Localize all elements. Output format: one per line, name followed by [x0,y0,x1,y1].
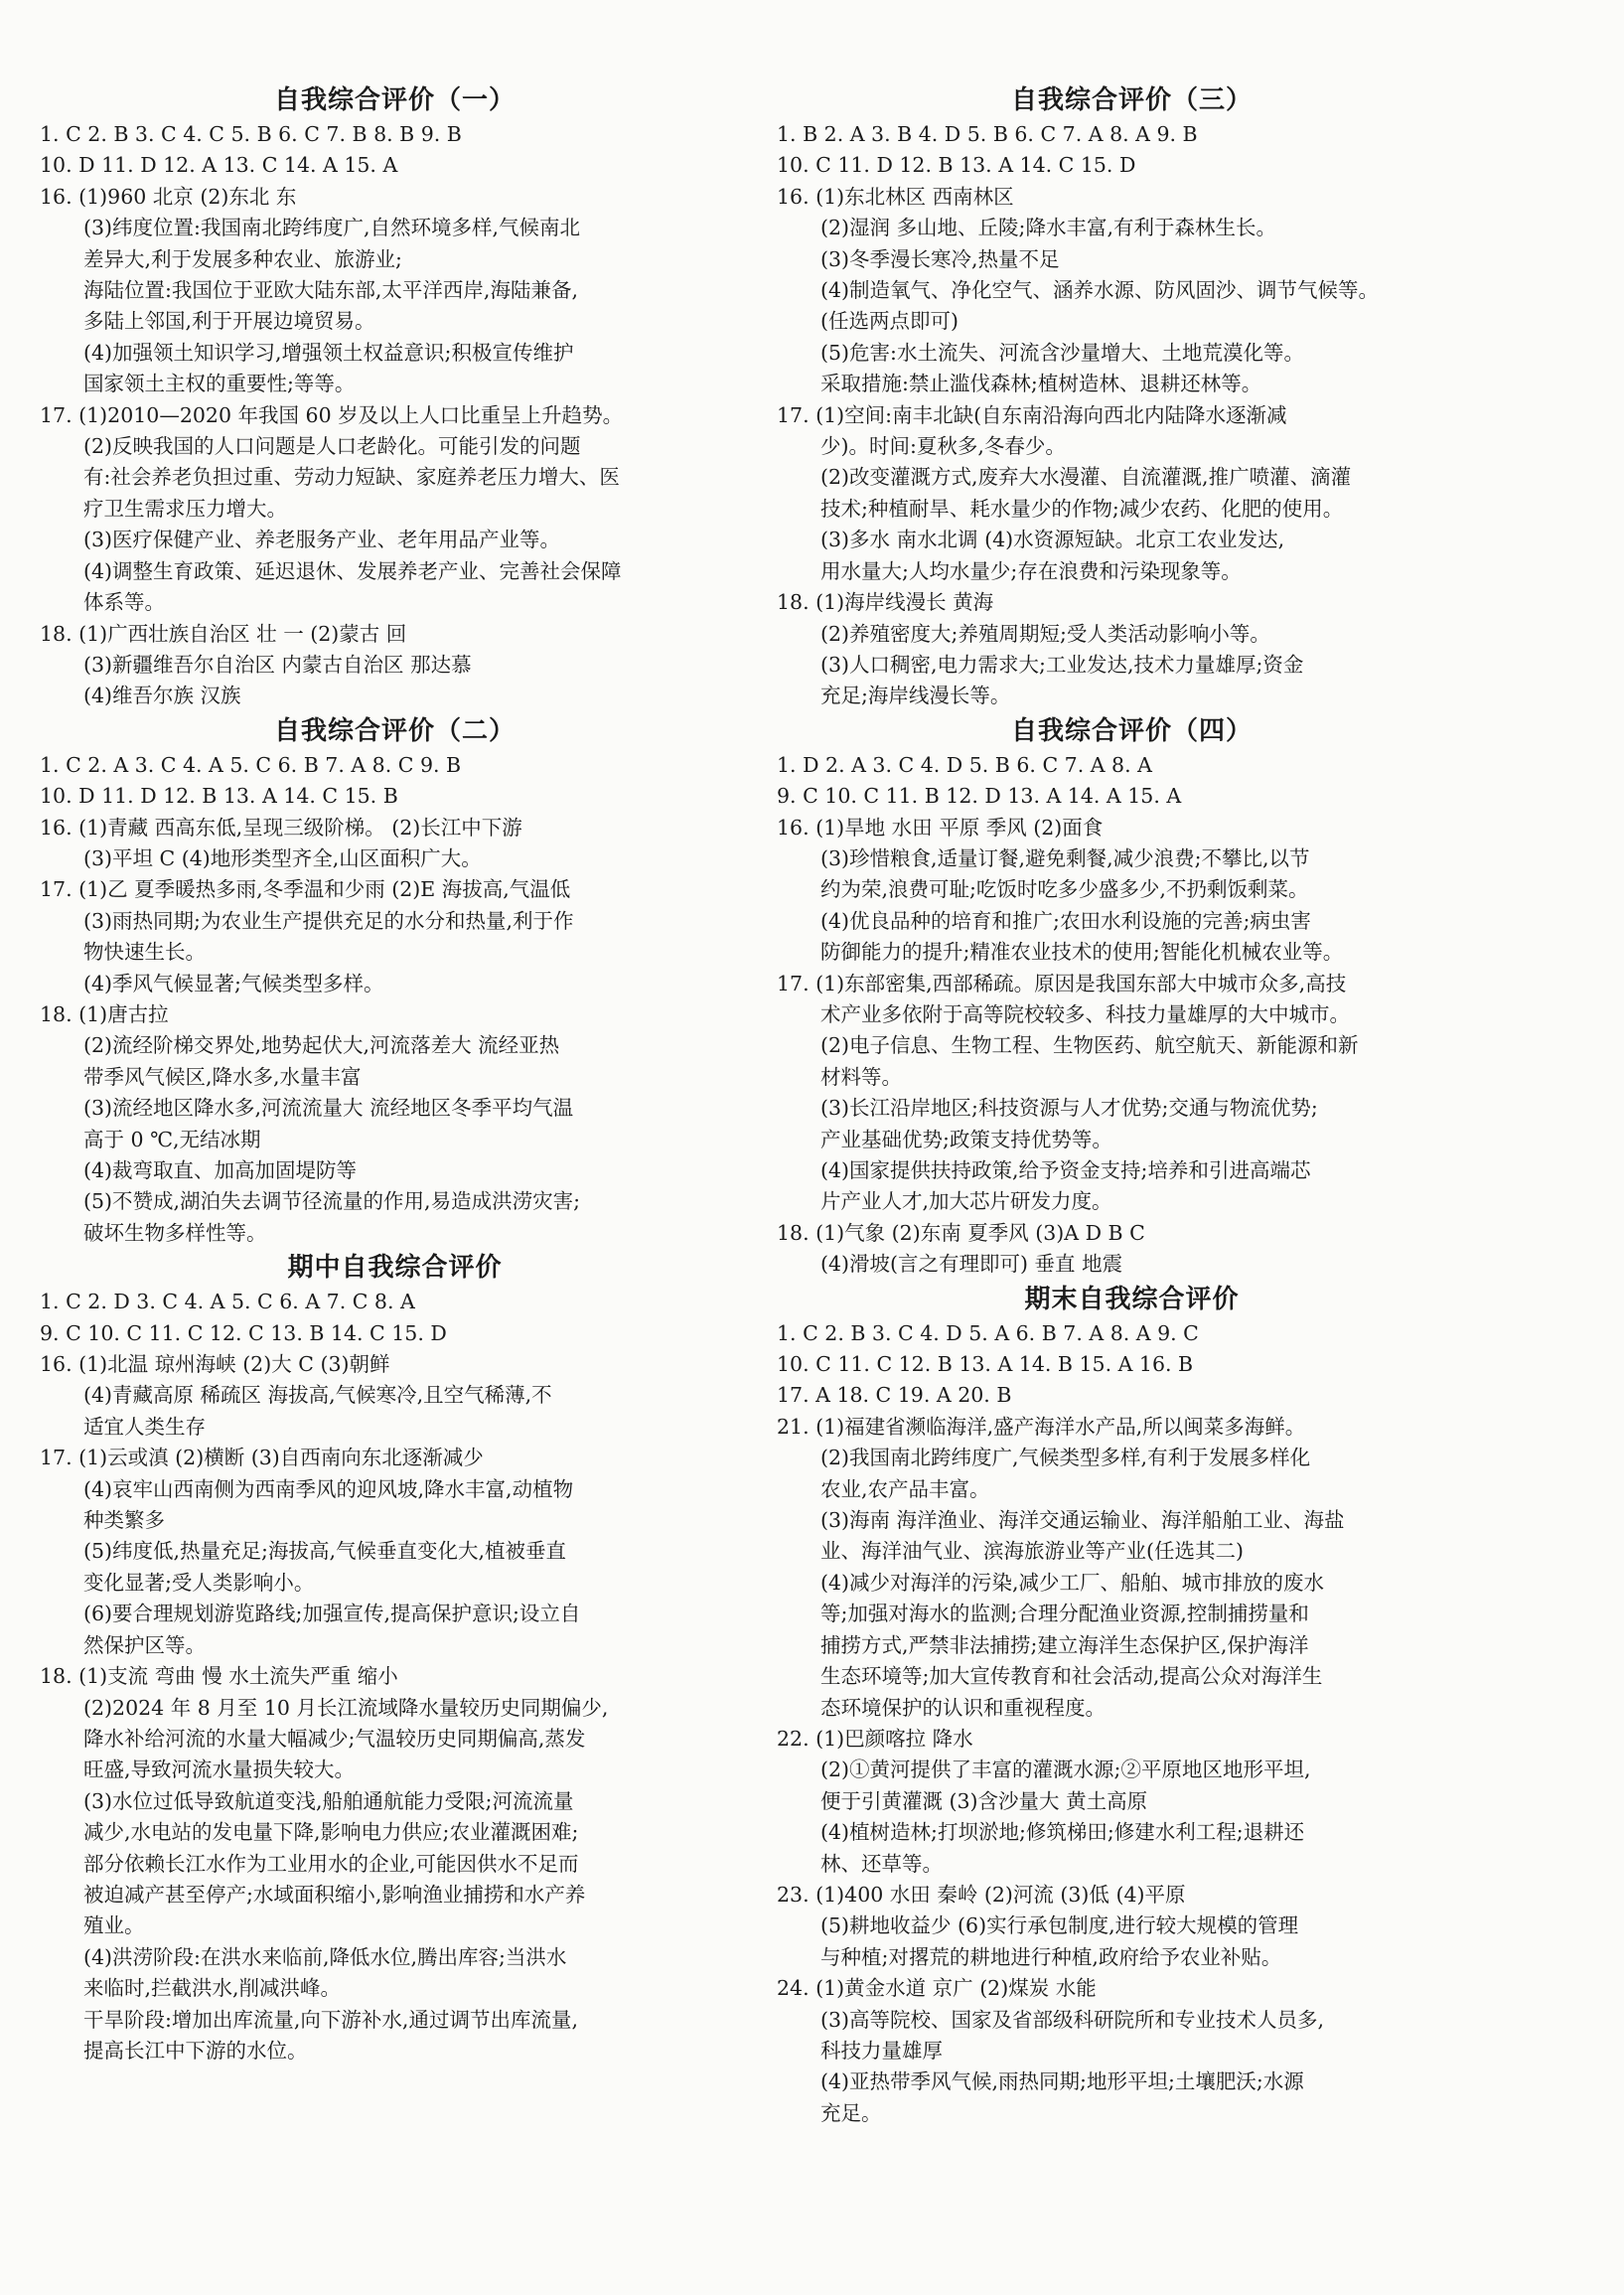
answer-continuation-line: 约为荣,浪费可耻;吃饭时吃多少盛多少,不扔剩饭剩菜。 [820,877,1309,902]
answer-continuation-line: (任选两点即可) [820,309,959,334]
answer-continuation-line: (4)维吾尔族 汉族 [83,684,241,708]
answer-continuation-line: 差异大,利于发展多种农业、旅游业; [83,246,402,271]
answer-continuation-line: (4)滑坡(言之有理即可) 垂直 地震 [820,1252,1123,1277]
answer-line: 16. (1)东北林区 西南林区 [777,184,1014,209]
answer-line: 1. C 2. B 3. C 4. D 5. A 6. B 7. A 8. A 9. C [777,1320,1199,1345]
answer-continuation-line: (3)流经地区降水多,河流流量大 流经地区冬季平均气温 [83,1096,574,1121]
answer-line: 17. (1)乙 夏季暖热多雨,冬季温和少雨 (2)E 海拔高,气温低 [40,877,571,902]
answer-section [777,1281,1487,2130]
section-title: 期末自我综合评价 [1024,1284,1240,1314]
answer-continuation-line: (4)制造氧气、净化空气、涵养水源、防风固沙、调节气候等。 [820,278,1380,303]
answer-line: 10. C 11. D 12. B 13. A 14. C 15. D [777,153,1136,178]
answer-line: 1. B 2. A 3. B 4. D 5. B 6. C 7. A 8. A 9. B [777,122,1198,146]
answer-continuation-line: 降水补给河流的水量大幅减少;气温较历史同期偏高,蒸发 [83,1726,586,1751]
answer-continuation-line: (3)海南 海洋渔业、海洋交通运输业、海洋船舶工业、海盐 [820,1508,1345,1533]
answer-continuation-line: (5)危害:水土流失、河流含沙量增大、土地荒漠化等。 [820,340,1304,365]
answer-line: 17. (1)2010—2020 年我国 60 岁及以上人口比重呈上升趋势。 [40,402,624,427]
answer-line: 1. C 2. D 3. C 4. A 5. C 6. A 7. C 8. A [40,1290,415,1314]
section-title: 自我综合评价（一） [273,85,516,115]
answer-continuation-line: (3)高等院校、国家及省部级科研院所和专业技术人员多, [820,2007,1325,2032]
answer-continuation-line: (4)优良品种的培育和推广;农田水利设施的完善;病虫害 [820,908,1311,933]
answer-continuation-line: 充足;海岸线漫长等。 [820,684,1011,708]
answer-continuation-line: 捕捞方式,严禁非法捕捞;建立海洋生态保护区,保护海洋 [820,1632,1309,1657]
answer-line: 17. A 18. C 19. A 20. B [777,1383,1012,1408]
answer-continuation-line: 然保护区等。 [83,1632,206,1657]
answer-continuation-line: (2)湿润 多山地、丘陵;降水丰富,有利于森林生长。 [820,216,1276,240]
answer-line: 16. (1)北温 琼州海峡 (2)大 C (3)朝鲜 [40,1352,390,1377]
answer-line: 22. (1)巴颜喀拉 降水 [777,1726,973,1751]
answer-continuation-line: 高于 0 ℃,无结冰期 [83,1127,261,1151]
answer-continuation-line: (2)流经阶梯交界处,地势起伏大,河流落差大 流经亚热 [83,1033,560,1058]
answer-continuation-line: (4)加强领土知识学习,增强领土权益意识;积极宣传维护 [83,340,574,365]
section-title: 自我综合评价（二） [273,715,516,746]
section-title: 自我综合评价（三） [1010,85,1253,115]
answer-continuation-line: 产业基础优势;政策支持优势等。 [820,1127,1112,1151]
answer-continuation-line: (2)①黄河提供了丰富的灌溉水源;②平原地区地形平坦, [820,1758,1311,1782]
answer-continuation-line: (3)雨热同期;为农业生产提供充足的水分和热量,利于作 [83,908,574,933]
answer-line: 17. (1)东部密集,西部稀疏。原因是我国东部大中城市众多,高技 [777,971,1347,995]
answer-section [40,1249,750,2066]
answer-continuation-line: (3)纬度位置:我国南北跨纬度广,自然环境多样,气候南北 [83,216,580,240]
answer-continuation-line: (4)植树造林;打坝淤地;修筑梯田;修建水利工程;退耕还 [820,1820,1305,1845]
answer-continuation-line: 态环境保护的认识和重视程度。 [820,1695,1106,1720]
answer-line: 16. (1)旱地 水田 平原 季风 (2)面食 [777,815,1104,840]
answer-continuation-line: (3)冬季漫长寒冷,热量不足 [820,246,1060,271]
answer-continuation-line: (5)不赞成,湖泊失去调节径流量的作用,易造成洪涝灾害; [83,1189,580,1214]
answer-continuation-line: (3)平坦 C (4)地形类型齐全,山区面积广大。 [83,845,482,870]
answer-continuation-line: (2)我国南北跨纬度广,气候类型多样,有利于发展多样化 [820,1446,1311,1470]
answer-line: 23. (1)400 水田 秦岭 (2)河流 (3)低 (4)平原 [777,1882,1186,1907]
answer-line: 18. (1)广西壮族自治区 壮 一 (2)蒙古 回 [40,621,407,646]
answer-continuation-line: (4)调整生育政策、延迟退休、发展养老产业、完善社会保障 [83,558,622,583]
answer-line: 1. C 2. A 3. C 4. A 5. C 6. B 7. A 8. C 9. B [40,752,462,777]
answer-continuation-line: 国家领土主权的重要性;等等。 [83,372,356,396]
answer-section [777,81,1487,712]
answer-continuation-line: (2)改变灌溉方式,废弃大水漫灌、自流灌溉,推广喷灌、滴灌 [820,465,1352,490]
answer-continuation-line: 体系等。 [83,590,165,615]
answer-continuation-line: 农业,农产品丰富。 [820,1476,990,1501]
answer-continuation-line: (2)电子信息、生物工程、生物医药、航空航天、新能源和新 [820,1033,1359,1058]
answer-continuation-line: 带季风气候区,降水多,水量丰富 [83,1064,362,1089]
answer-line: 10. D 11. D 12. B 13. A 14. C 15. B [40,784,398,809]
answer-continuation-line: 多陆上邻国,利于开展边境贸易。 [83,309,375,334]
left-column [40,81,750,2066]
answer-continuation-line: 技术;种植耐旱、耗水量少的作物;减少农药、化肥的使用。 [820,496,1344,521]
answer-line: 18. (1)支流 弯曲 慢 水土流失严重 缩小 [40,1664,398,1689]
answer-continuation-line: (3)珍惜粮食,适量订餐,避免剩餐,减少浪费;不攀比,以节 [820,845,1310,870]
answer-continuation-line: (3)水位过低导致航道变浅,船舶通航能力受限;河流流量 [83,1788,574,1813]
answer-continuation-line: 业、海洋油气业、滨海旅游业等产业(任选其二) [820,1539,1244,1564]
answer-continuation-line: (4)青藏高原 稀疏区 海拔高,气候寒冷,且空气稀薄,不 [83,1383,552,1408]
answer-continuation-line: 变化显著;受人类影响小。 [83,1570,315,1595]
answer-line: 16. (1)青藏 西高东低,呈现三级阶梯。 (2)长江中下游 [40,815,522,840]
answer-continuation-line: (5)纬度低,热量充足;海拔高,气候垂直变化大,植被垂直 [83,1539,566,1564]
answer-continuation-line: (2)反映我国的人口问题是人口老龄化。可能引发的问题 [83,434,581,459]
answer-continuation-line: 材料等。 [820,1064,902,1089]
answer-continuation-line: 种类繁多 [83,1508,165,1533]
answer-continuation-line: 与种植;对撂荒的耕地进行种植,政府给予农业补贴。 [820,1944,1282,1969]
answer-line: 9. C 10. C 11. B 12. D 13. A 14. A 15. A [777,784,1182,809]
answer-line: 18. (1)气象 (2)东南 夏季风 (3)A D B C [777,1220,1145,1245]
answer-line: 18. (1)唐古拉 [40,1001,169,1026]
answer-continuation-line: 防御能力的提升;精准农业技术的使用;智能化机械农业等。 [820,940,1344,965]
answer-continuation-line: 被迫减产甚至停产;水域面积缩小,影响渔业捕捞和水产养 [83,1882,586,1907]
answer-continuation-line: 旺盛,导致河流水量损失较大。 [83,1758,356,1782]
answer-continuation-line: 充足。 [820,2100,882,2125]
answer-continuation-line: (2)2024 年 8 月至 10 月长江流域降水量较历史同期偏少, [83,1695,609,1720]
answer-continuation-line: (2)养殖密度大;养殖周期短;受人类活动影响小等。 [820,621,1270,646]
answer-continuation-line: 适宜人类生存 [83,1414,206,1439]
answer-continuation-line: 林、还草等。 [820,1851,943,1876]
answer-continuation-line: (4)季风气候显著;气候类型多样。 [83,971,384,995]
answer-line: 10. D 11. D 12. A 13. C 14. A 15. A [40,153,398,178]
answer-continuation-line: (3)新疆维吾尔自治区 内蒙古自治区 那达慕 [83,652,472,677]
answer-continuation-line: 科技力量雄厚 [820,2038,943,2063]
answer-continuation-line: 用水量大;人均水量少;存在浪费和污染现象等。 [820,558,1242,583]
answer-continuation-line: 物快速生长。 [83,940,206,965]
answer-continuation-line: 减少,水电站的发电量下降,影响电力供应;农业灌溉困难; [83,1820,579,1845]
answer-line: 10. C 11. C 12. B 13. A 14. B 15. A 16. B [777,1352,1194,1377]
answer-line: 17. (1)云或滇 (2)横断 (3)自西南向东北逐渐减少 [40,1446,484,1470]
answer-line: 1. D 2. A 3. C 4. D 5. B 6. C 7. A 8. A [777,752,1152,777]
answer-continuation-line: 等;加强对海水的监测;合理分配渔业资源,控制捕捞量和 [820,1602,1309,1626]
section-title: 自我综合评价（四） [1010,715,1253,746]
answer-continuation-line: 来临时,拦截洪水,削减洪峰。 [83,1976,342,2001]
answer-continuation-line: (6)要合理规划游览路线;加强宣传,提高保护意识;设立自 [83,1602,581,1626]
answer-line: 21. (1)福建省濒临海洋,盛产海洋水产品,所以闽菜多海鲜。 [777,1414,1306,1439]
answer-continuation-line: (4)国家提供扶持政策,给予资金支持;培养和引进高端芯 [820,1158,1311,1182]
answer-continuation-line: (3)长江沿岸地区;科技资源与人才优势;交通与物流优势; [820,1096,1318,1121]
answer-continuation-line: (4)洪涝阶段:在洪水来临前,降低水位,腾出库容;当洪水 [83,1944,567,1969]
answer-line: 16. (1)960 北京 (2)东北 东 [40,184,297,209]
answer-continuation-line: 海陆位置:我国位于亚欧大陆东部,太平洋西岸,海陆兼备, [83,278,578,303]
answer-continuation-line: (4)减少对海洋的污染,减少工厂、船舶、城市排放的废水 [820,1570,1325,1595]
answer-line: 18. (1)海岸线漫长 黄海 [777,590,994,615]
answer-section [777,712,1487,1281]
answer-section [40,81,750,712]
answer-continuation-line: 少)。时间:夏秋多,冬春少。 [820,434,1066,459]
answer-continuation-line: (3)多水 南水北调 (4)水资源短缺。北京工农业发达, [820,528,1285,552]
answer-continuation-line: 片产业人才,加大芯片研发力度。 [820,1189,1112,1214]
answer-line: 17. (1)空间:南丰北缺(自东南沿海向西北内陆降水逐渐减 [777,402,1287,427]
answer-continuation-line: (4)哀牢山西南侧为西南季风的迎风坡,降水丰富,动植物 [83,1476,574,1501]
answer-continuation-line: 便于引黄灌溉 (3)含沙量大 黄土高原 [820,1788,1148,1813]
answer-continuation-line: 干旱阶段:增加出库流量,向下游补水,通过调节出库流量, [83,2007,578,2032]
answer-line: 9. C 10. C 11. C 12. C 13. B 14. C 15. D [40,1320,447,1345]
answer-continuation-line: 有:社会养老负担过重、劳动力短缺、家庭养老压力增大、医 [83,465,620,490]
section-title: 期中自我综合评价 [287,1253,503,1284]
answer-continuation-line: (4)亚热带季风气候,雨热同期;地形平坦;土壤肥沃;水源 [820,2069,1304,2094]
answer-line: 24. (1)黄金水道 京广 (2)煤炭 水能 [777,1976,1097,2001]
answer-continuation-line: (4)裁弯取直、加高加固堤防等 [83,1158,358,1182]
answer-continuation-line: 生态环境等;加大宣传教育和社会活动,提高公众对海洋生 [820,1664,1323,1689]
answer-continuation-line: (3)人口稠密,电力需求大;工业发达,技术力量雄厚;资金 [820,652,1304,677]
answer-continuation-line: 术产业多依附于高等院校较多、科技力量雄厚的大中城市。 [820,1001,1350,1026]
answer-section [40,712,750,1250]
answer-continuation-line: (5)耕地收益少 (6)实行承包制度,进行较大规模的管理 [820,1913,1299,1938]
answer-continuation-line: 提高长江中下游的水位。 [83,2038,308,2063]
answer-continuation-line: 疗卫生需求压力增大。 [83,496,287,521]
answer-continuation-line: 部分依赖长江水作为工业用水的企业,可能因供水不足而 [83,1851,579,1876]
right-column [777,81,1487,2129]
answer-continuation-line: 破坏生物多样性等。 [83,1220,267,1245]
answer-continuation-line: 殖业。 [83,1913,145,1938]
answer-continuation-line: 采取措施:禁止滥伐森林;植树造林、退耕还林等。 [820,372,1262,396]
answer-line: 1. C 2. B 3. C 4. C 5. B 6. C 7. B 8. B 9. B [40,122,462,146]
answer-continuation-line: (3)医疗保健产业、养老服务产业、老年用品产业等。 [83,528,561,552]
